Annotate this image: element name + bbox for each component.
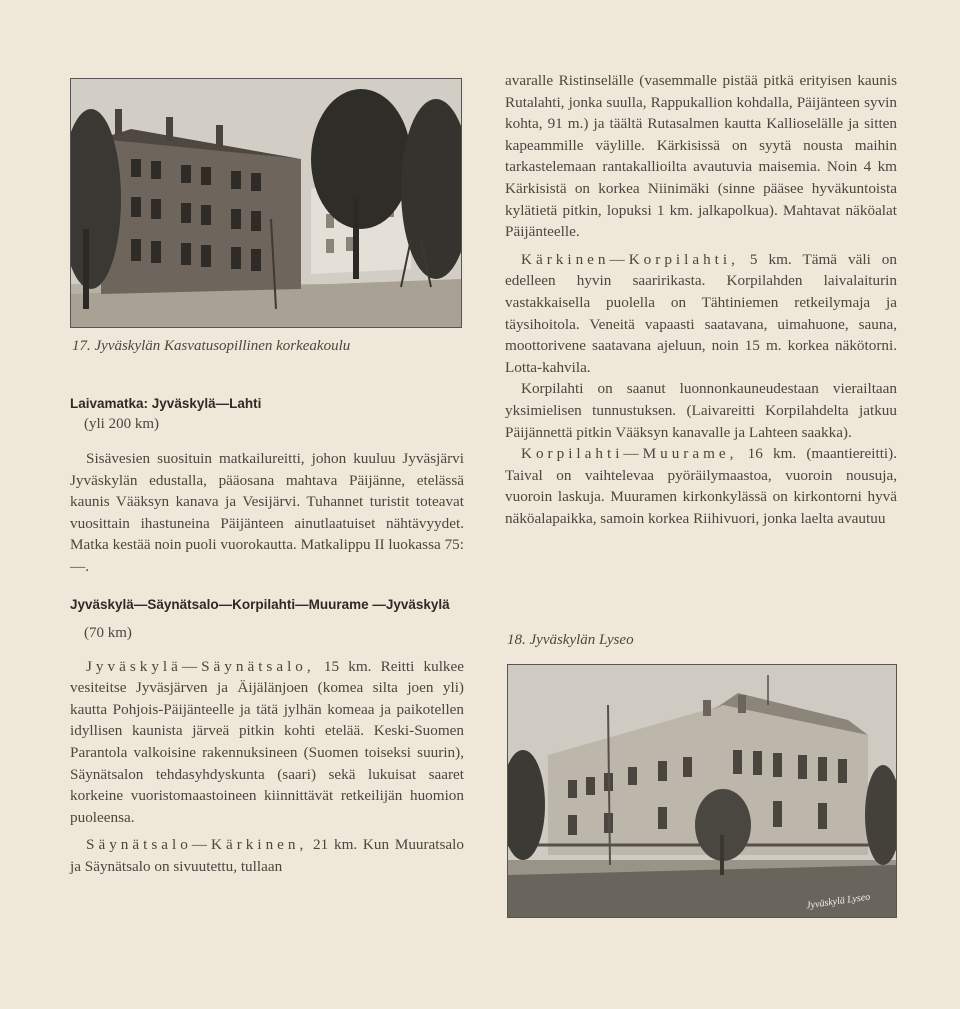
route-leg-text: 15 km. Reitti kulkee vesiteitse Jyväsjärven ja Äijälänjoen (komea silta joen yli) kautta Pohjois-Päijänteelle ja tätä jylhän komeaa ja paikotellen idyllisen kaunista järveä pitkin kohti etelää. Keski-Suomen Parantola valkoisine rakennuksineen (Suomen toiseksi suurin), Säynätsalon tehdasyhdyskunta (saari) sekä lukuisat saaret korkeine vuoristomaastoineen kiinnittävät retkeilijän huomion puoleensa.: [70, 657, 464, 826]
heading-route-jyvaskyla: Jyväskylä—Säynätsalo—Korpilahti—Muurame —Jyväskylä: [70, 596, 450, 612]
left-column: [70, 393, 464, 878]
route-leg-label: Säynätsalo—Kärkinen,: [86, 836, 308, 854]
paragraph-korpilahti: Korpilahti on saanut luonnonkauneudestaan vierailtaan yksimielisen tunnustuksen. (Laivareitti Korpilahdelta jatkuu Päijännettä pitkin Vääksyn kanavalle ja Lahteen saakka).: [505, 380, 897, 441]
heading-laivamatka-distance: (yli 200 km): [84, 416, 159, 432]
route-leg-text: 16 km. (maantiereitti). Taival on vaihtelevaa pyöräilymaastoa, vuoroin nousuja, vuoroin laskuja. Muuramen kirkonkylässä on kirkontorni hyvä näköalapaikka, samoin korkea Riihivuori, jonka laelta avautuu: [505, 445, 897, 527]
paragraph-laivamatka: Sisävesien suosituin matkailureitti, johon kuuluu Jyväsjärvi Jyväskylän edustalla, pääosana mahtava Päijänne, etelässä kaunis Vääksyn kanava ja Vesijärvi. Tuhannet turistit toteavat vuosittain ihastuneina Päijänteen ainutlaatuiset nähtävyydet. Matka kestää noin puoli vuorokautta. Matkalippu II luokassa 75: —.: [70, 450, 464, 575]
photo-kasvatusopillinen-korkeakoulu: [70, 78, 462, 328]
paragraph-jyvaskyla-saynatsalo: [70, 656, 464, 829]
photo-stamp-lyseo: Jyväskylä Lyseo: [805, 891, 871, 912]
route-leg-text: 21 km. Kun Muuratsalo ja Säynätsalo on sivuutettu, tullaan: [70, 836, 464, 875]
route-leg-label: Korpilahti—Muurame,: [521, 445, 738, 463]
paragraph-ristinselka: avaralle Ristinselälle (vasemmalle pistää pitkä erityisen kaunis Rutalahti, jonka suulla, Rappukallion kohdalla, Päijänteen syvin kohta, 91 m.) ja täältä Rutasalmen kautta Kallioselälle ja sitten kapeammille väylille. Kärkisissä on syytä nousta maihin tarkastelemaan rantakallioilta avautuvia maisemia. Noin 4 km Kärkisistä on korkea Niinimäki (sinne pääsee hyväkuntoista kylätietä pitkin, lopuksi 1 km. jalkapolkua). Mahtavat näköalat Päijänteelle.: [505, 72, 897, 241]
paragraph-korpilahti-muurame: [505, 443, 897, 529]
route-leg-label: Kärkinen—Korpilahti,: [521, 250, 739, 268]
right-column: [505, 70, 897, 529]
heading-laivamatka: Laivamatka: Jyväskylä—Lahti: [70, 396, 262, 411]
paragraph-karkinen-korpilahti: [505, 249, 897, 379]
paragraph-saynatsalo-karkinen: [70, 834, 464, 877]
photo-jyvaskylan-lyseo: [507, 664, 897, 918]
heading-route-distance: (70 km): [84, 624, 132, 641]
route-leg-label: Jyväskylä—Säynätsalo,: [86, 657, 315, 675]
photo-caption-18: 18. Jyväskylän Lyseo: [507, 632, 634, 648]
route-leg-text: 5 km. Tämä väli on edelleen hyvin saaririkasta. Korpilahden laivalaiturin vastakkaisella puolella on Tähtiniemen retkeilymaja ja täysihoitola. Veneitä vapaasti saatavana, uimahuone, sauna, moottorivene saatavana ajeluun, noin 15 m. korkea näkötorni. Lotta-kahvila.: [505, 250, 897, 376]
photo-caption-17: 17. Jyväskylän Kasvatusopillinen korkeakoulu: [72, 338, 351, 354]
